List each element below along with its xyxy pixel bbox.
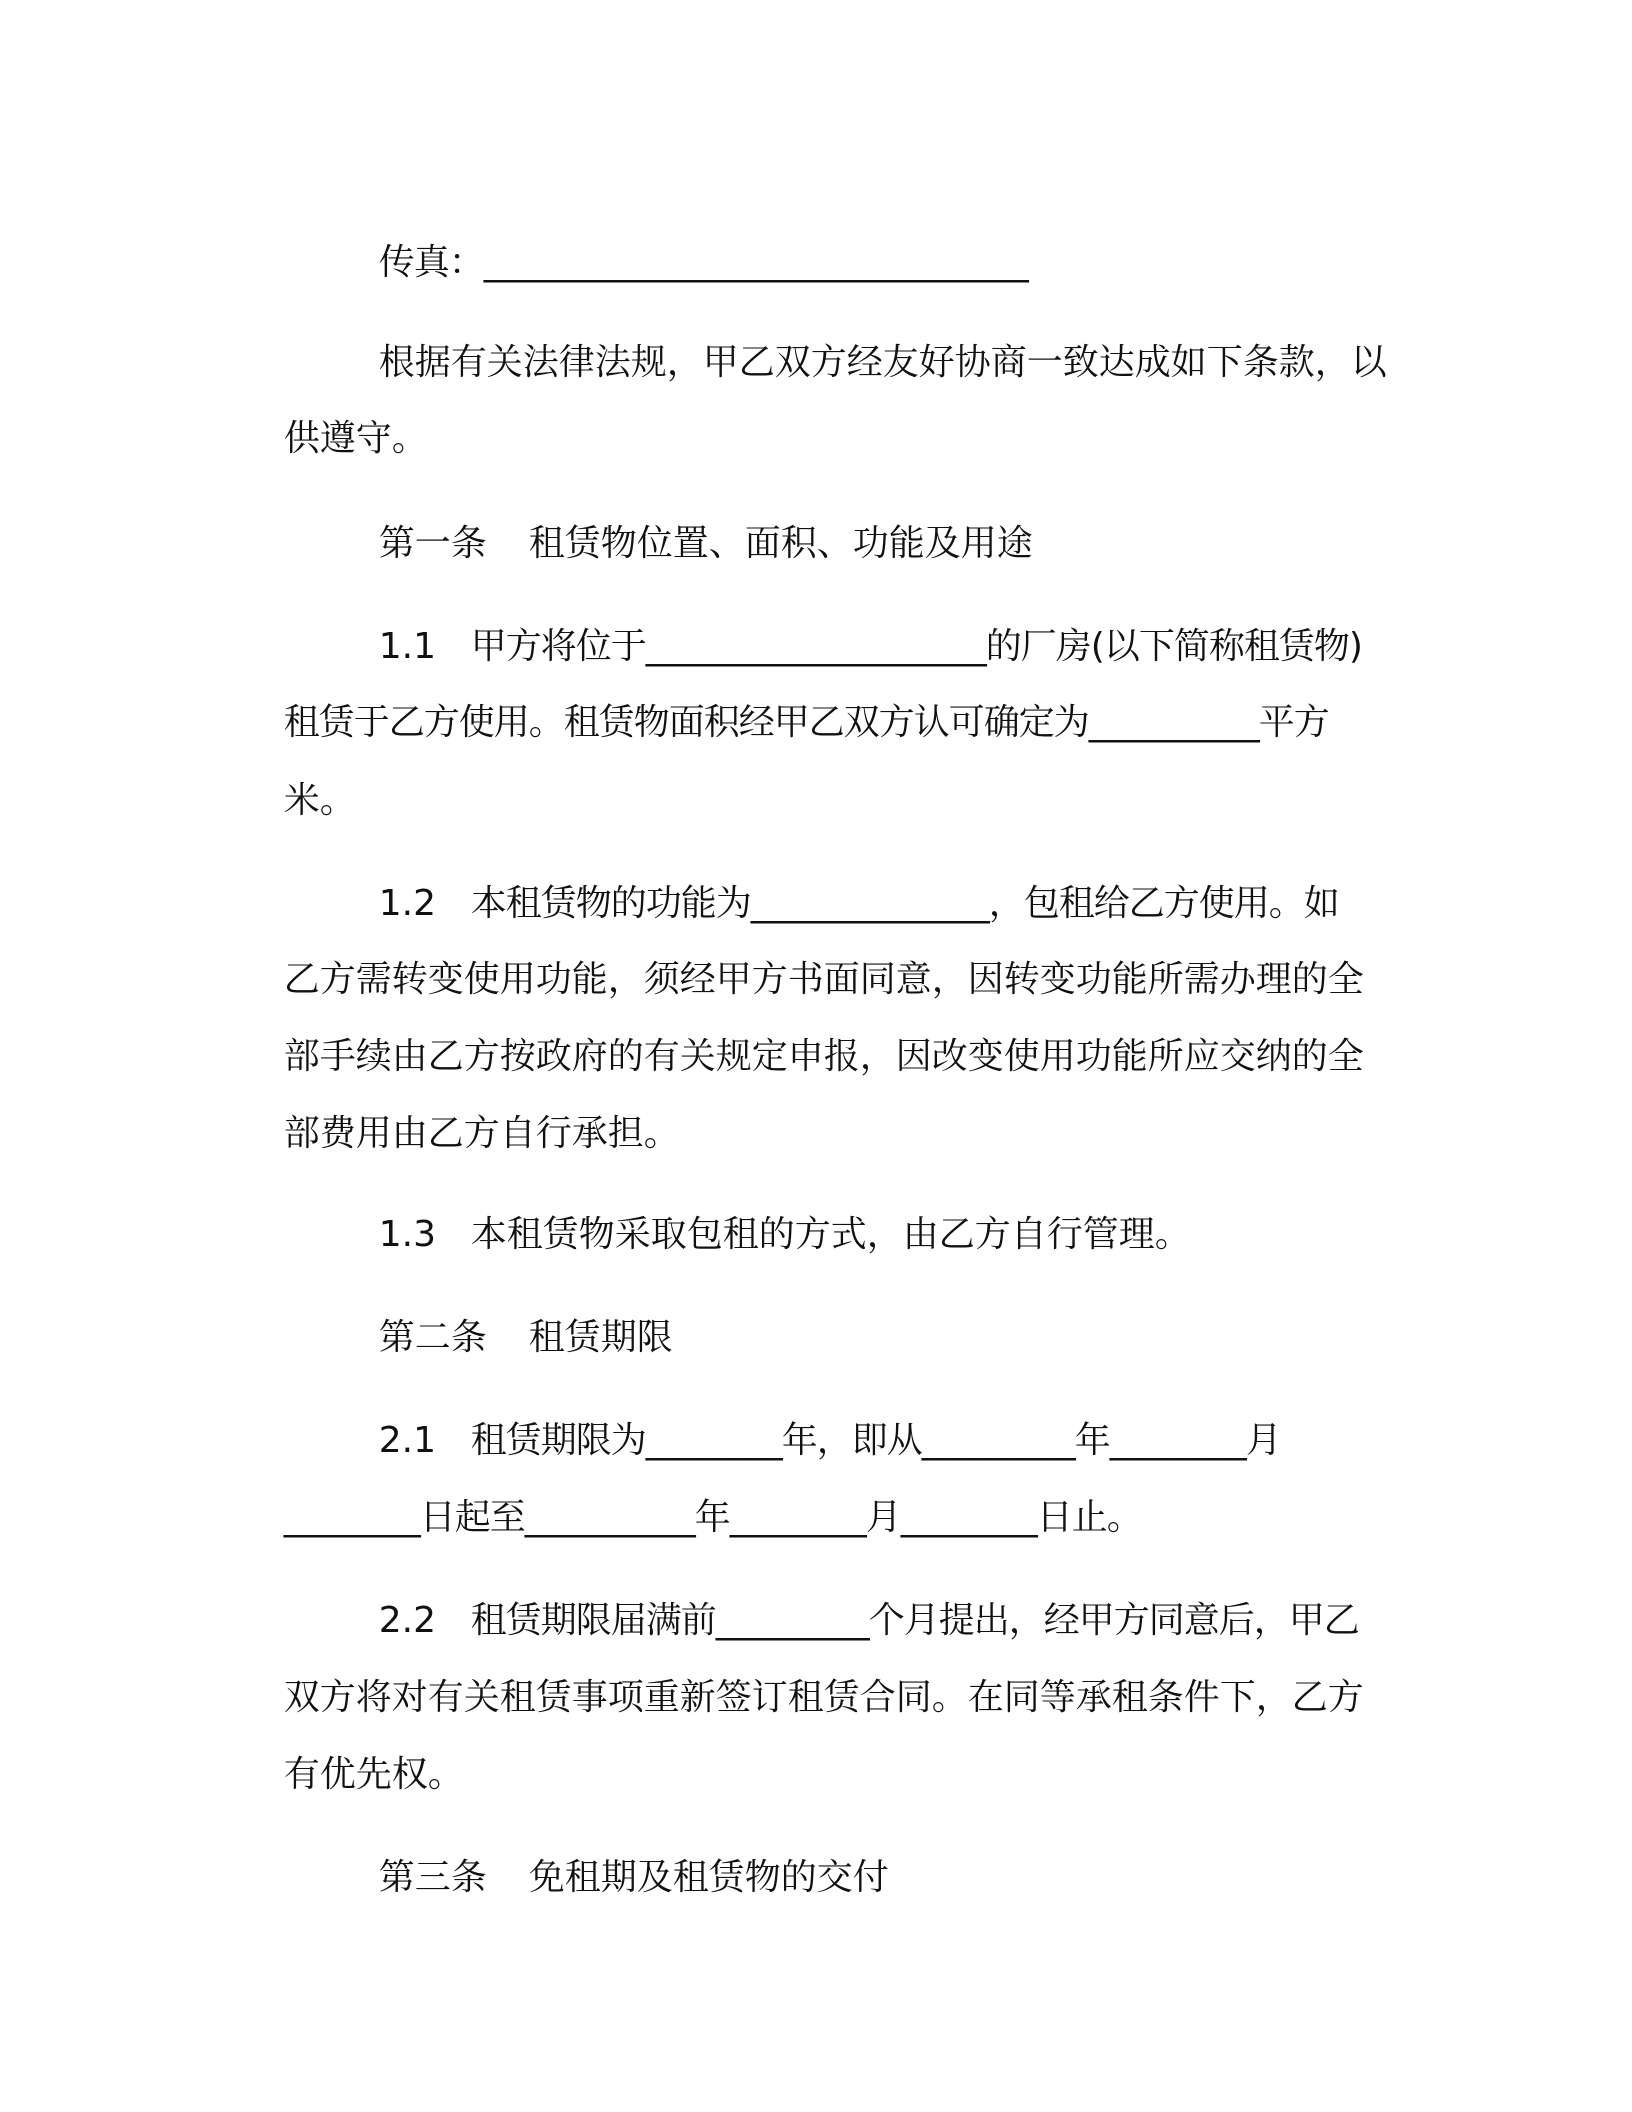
clause-text: 租赁期限届满前_________个月提出，经甲方同意后，甲乙 bbox=[470, 1600, 1359, 1641]
clause-number: 1.2 bbox=[378, 883, 437, 924]
clause-number: 1.3 bbox=[378, 1214, 437, 1255]
section-title: 租赁期限 bbox=[528, 1317, 673, 1358]
clause-text: 本租赁物采取包租的方式，由乙方自行管理。 bbox=[470, 1214, 1191, 1255]
clause-line bbox=[333, 1175, 1191, 1295]
section-number: 第三条 bbox=[378, 1857, 487, 1898]
clause-line bbox=[238, 1715, 464, 1835]
intro-text: 根据有关法律法规，甲乙双方经友好协商一致达成如下条款，以 bbox=[378, 342, 1387, 383]
clause-line bbox=[238, 1458, 1142, 1578]
clause-text: 双方将对有关租赁事项重新签订租赁合同。在同等承租条件下，乙方 bbox=[283, 1677, 1364, 1718]
fax-text: 传真：________________________________ bbox=[378, 242, 1028, 283]
section-heading bbox=[333, 1278, 673, 1398]
clause-text: 租赁于乙方使用。租赁物面积经甲乙双方认可确定为__________平方 bbox=[283, 702, 1329, 743]
section-heading bbox=[333, 1818, 889, 1938]
clause-text: 部费用由乙方自行承担。 bbox=[283, 1113, 680, 1154]
paragraph-line bbox=[238, 379, 428, 499]
section-heading bbox=[333, 484, 1033, 604]
clause-number: 2.1 bbox=[378, 1420, 437, 1461]
clause-text: 甲方将位于____________________的厂房(以下简称租赁物) bbox=[470, 626, 1362, 667]
clause-text: 米。 bbox=[283, 780, 356, 821]
clause-text: 本租赁物的功能为______________，包租给乙方使用。如 bbox=[470, 883, 1339, 924]
paragraph-line bbox=[333, 303, 1387, 423]
section-number: 第一条 bbox=[378, 523, 487, 564]
clause-text: 有优先权。 bbox=[283, 1754, 464, 1795]
clause-text: 租赁期限为________年，即从_________年________月 bbox=[470, 1420, 1281, 1461]
clause-text: 部手续由乙方按政府的有关规定申报，因改变使用功能所应交纳的全 bbox=[283, 1036, 1364, 1077]
clause-number: 1.1 bbox=[378, 626, 437, 667]
intro-text-cont: 供遵守。 bbox=[283, 418, 428, 459]
clause-number: 2.2 bbox=[378, 1600, 437, 1641]
section-title: 租赁物位置、面积、功能及用途 bbox=[528, 523, 1033, 564]
section-number: 第二条 bbox=[378, 1317, 487, 1358]
clause-line bbox=[238, 741, 356, 861]
clause-text: 乙方需转变使用功能，须经甲方书面同意，因转变功能所需办理的全 bbox=[283, 959, 1364, 1000]
section-title: 免租期及租赁物的交付 bbox=[528, 1857, 889, 1898]
clause-line bbox=[238, 663, 1329, 783]
clause-text: ________日起至__________年________月________日止。 bbox=[283, 1497, 1142, 1538]
